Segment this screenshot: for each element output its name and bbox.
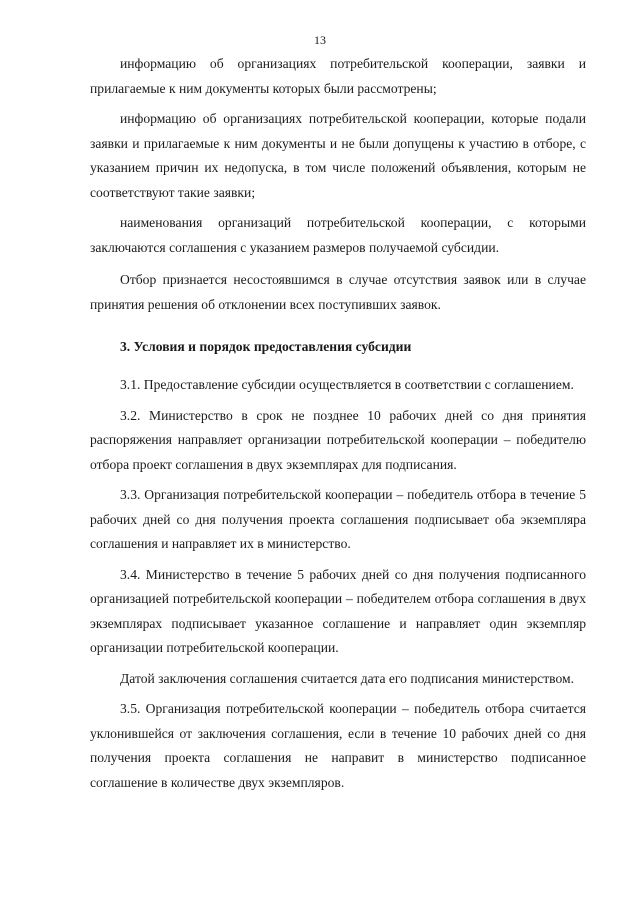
paragraph-agreement-date: Датой заключения соглашения считается дата его подписания министерством. (120, 670, 575, 686)
clause-3-5: 3.5. Организация потребительской кооперации – победитель отбора считается уклонившейся от заключения соглашения, если в течение 10 рабочих дней со дня получения проекта соглашения не направит в министерство подписанное соглашение в количестве двух экземпляров. (90, 701, 586, 790)
paragraph-info-reviewed-applications: информацию об организациях потребительской кооперации, заявки и прилагаемые к ним документы которых были рассмотрены; (90, 56, 586, 96)
clause-3-1: 3.1. Предоставление субсидии осуществляется в соответствии с соглашением. (120, 377, 574, 392)
clause-3-4: 3.4. Министерство в течение 5 рабочих дней со дня получения подписанного организацией потребительской кооперации – победителем отбора соглашения в двух экземплярах подписывает указанное соглашение и направляет один экземпляр организации потребительской кооперации. (90, 566, 586, 655)
page-number: 13 (314, 33, 326, 47)
section-heading: 3. Условия и порядок предоставления субсидии (120, 339, 412, 354)
paragraph-info-rejected-applications: информацию об организациях потребительской кооперации, которые подали заявки и прилагаемые к ним документы и не были допущены к участию в отборе, с указанием причин их недопуска, в том числе положений объявления, которым не соответствуют такие заявки; (90, 111, 586, 200)
paragraph-selection-failed: Отбор признается несостоявшимся в случае отсутствия заявок или в случае принятия решения об отклонении всех поступивших заявок. (90, 272, 586, 312)
document-body (90, 52, 586, 801)
clause-3-3: 3.3. Организация потребительской кооперации – победитель отбора в течение 5 рабочих дней со дня получения проекта соглашения подписывает оба экземпляра соглашения и направляет их в министерство. (90, 487, 586, 551)
paragraph-agreement-organizations: наименования организаций потребительской кооперации, с которыми заключаются соглашения с указанием размеров получаемой субсидии. (90, 215, 586, 255)
clause-3-2: 3.2. Министерство в срок не позднее 10 рабочих дней со дня принятия распоряжения направляет организации потребительской кооперации – победителю отбора проект соглашения в двух экземплярах для подписания. (90, 407, 586, 472)
